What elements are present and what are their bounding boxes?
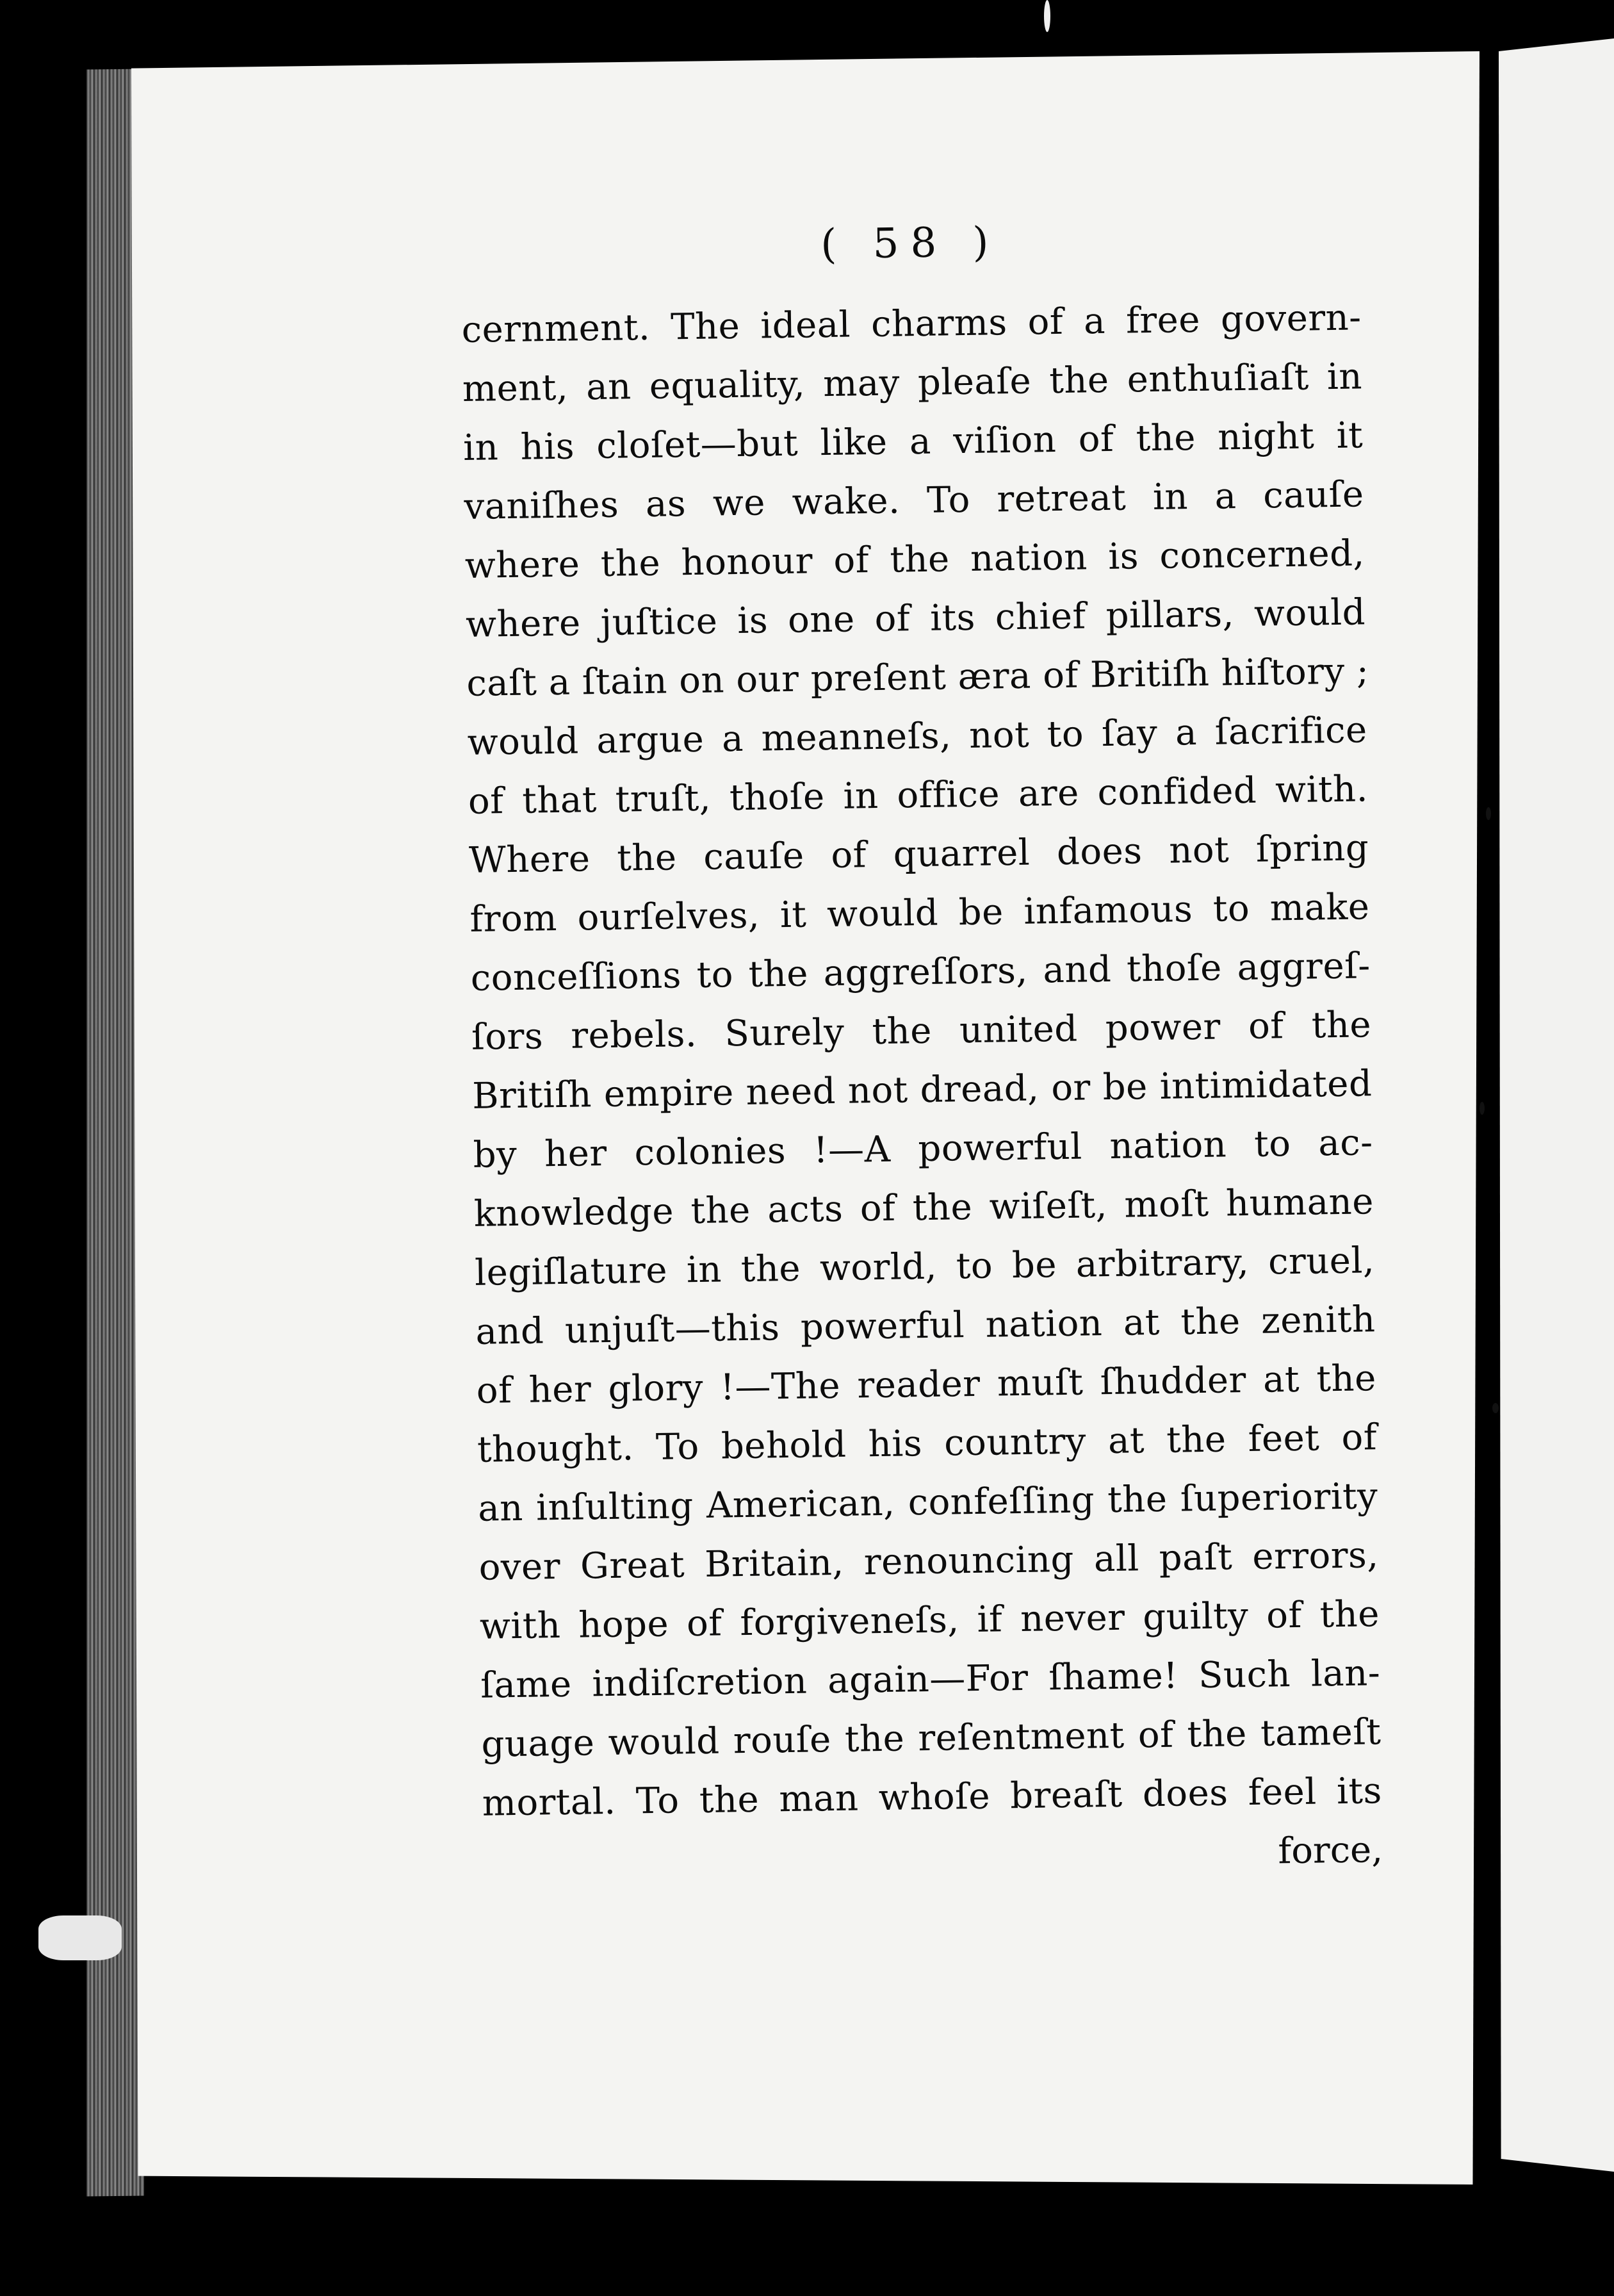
text-line: with hope of forgiveneſs, if never guilty of the: [479, 1593, 1380, 1648]
text-line: guage would rouſe the reſentment of the tameſt: [481, 1711, 1382, 1766]
facing-page-edge: [1499, 38, 1614, 2172]
text-line: by her colonies !—A powerful nation to ac-: [473, 1122, 1374, 1176]
text-line: caſt a ſtain on our preſent æra of Britiſh hiſtory ;: [466, 650, 1369, 705]
text-line: ſame indiſcretion again—For ſhame! Such lan-: [480, 1652, 1381, 1707]
text-line: an inſulting American, confeſſing the ſuperiority: [477, 1475, 1378, 1530]
text-line: of that truſt, thoſe in office are confided with.: [468, 768, 1369, 823]
text-line: ſors rebels. Surely the united power of the: [471, 1004, 1372, 1058]
text-line: legiſlature in the world, to be arbitrary, cruel,: [474, 1240, 1375, 1294]
scan-speck: [1479, 1102, 1485, 1115]
scan-speck: [1492, 1403, 1499, 1413]
text-line: ment, an equality, may pleaſe the enthuſiaſt in: [462, 356, 1363, 410]
text-line: would argue a meanneſs, not to ſay a ſacrifice: [467, 709, 1368, 764]
scan-speck: [38, 1915, 122, 1960]
text-line: from ourſelves, it would be infamous to make: [469, 886, 1370, 940]
text-line: where the honour of the nation is concerned,: [464, 532, 1365, 587]
scan-speck: [1044, 0, 1050, 32]
text-line: Where the cauſe of quarrel does not ſpring: [468, 827, 1369, 882]
text-line: over Great Britain, renouncing all paſt errors,: [478, 1534, 1380, 1589]
text-line: cernment. The ideal charms of a free govern-: [461, 297, 1362, 351]
catchword: force,: [1278, 1829, 1383, 1873]
text-line: mortal. To the man whoſe breaſt does feel its: [482, 1770, 1383, 1824]
text-line: vaniſhes as we wake. To retreat in a cauſe: [464, 473, 1364, 528]
page-number: ( 58 ): [820, 218, 1000, 269]
text-line: where juſtice is one of its chief pillars, would: [465, 591, 1366, 646]
text-line: knowledge the acts of the wiſeſt, moſt humane: [473, 1181, 1374, 1235]
body-text: [461, 288, 1382, 1833]
page-text-block: [460, 192, 1383, 1892]
scan-speck: [1486, 807, 1491, 820]
text-line: of her glory !—The reader muſt ſhudder at the: [476, 1357, 1377, 1412]
text-line: in his cloſet—but like a viſion of the night it: [462, 414, 1364, 469]
text-line: and unjuſt—this powerful nation at the zenith: [475, 1299, 1376, 1353]
text-line: thought. To behold his country at the feet of: [477, 1416, 1378, 1471]
text-line: conceſſions to the aggreſſors, and thoſe aggreſ-: [470, 945, 1371, 999]
text-line: Britiſh empire need not dread, or be intimidated: [471, 1063, 1373, 1117]
